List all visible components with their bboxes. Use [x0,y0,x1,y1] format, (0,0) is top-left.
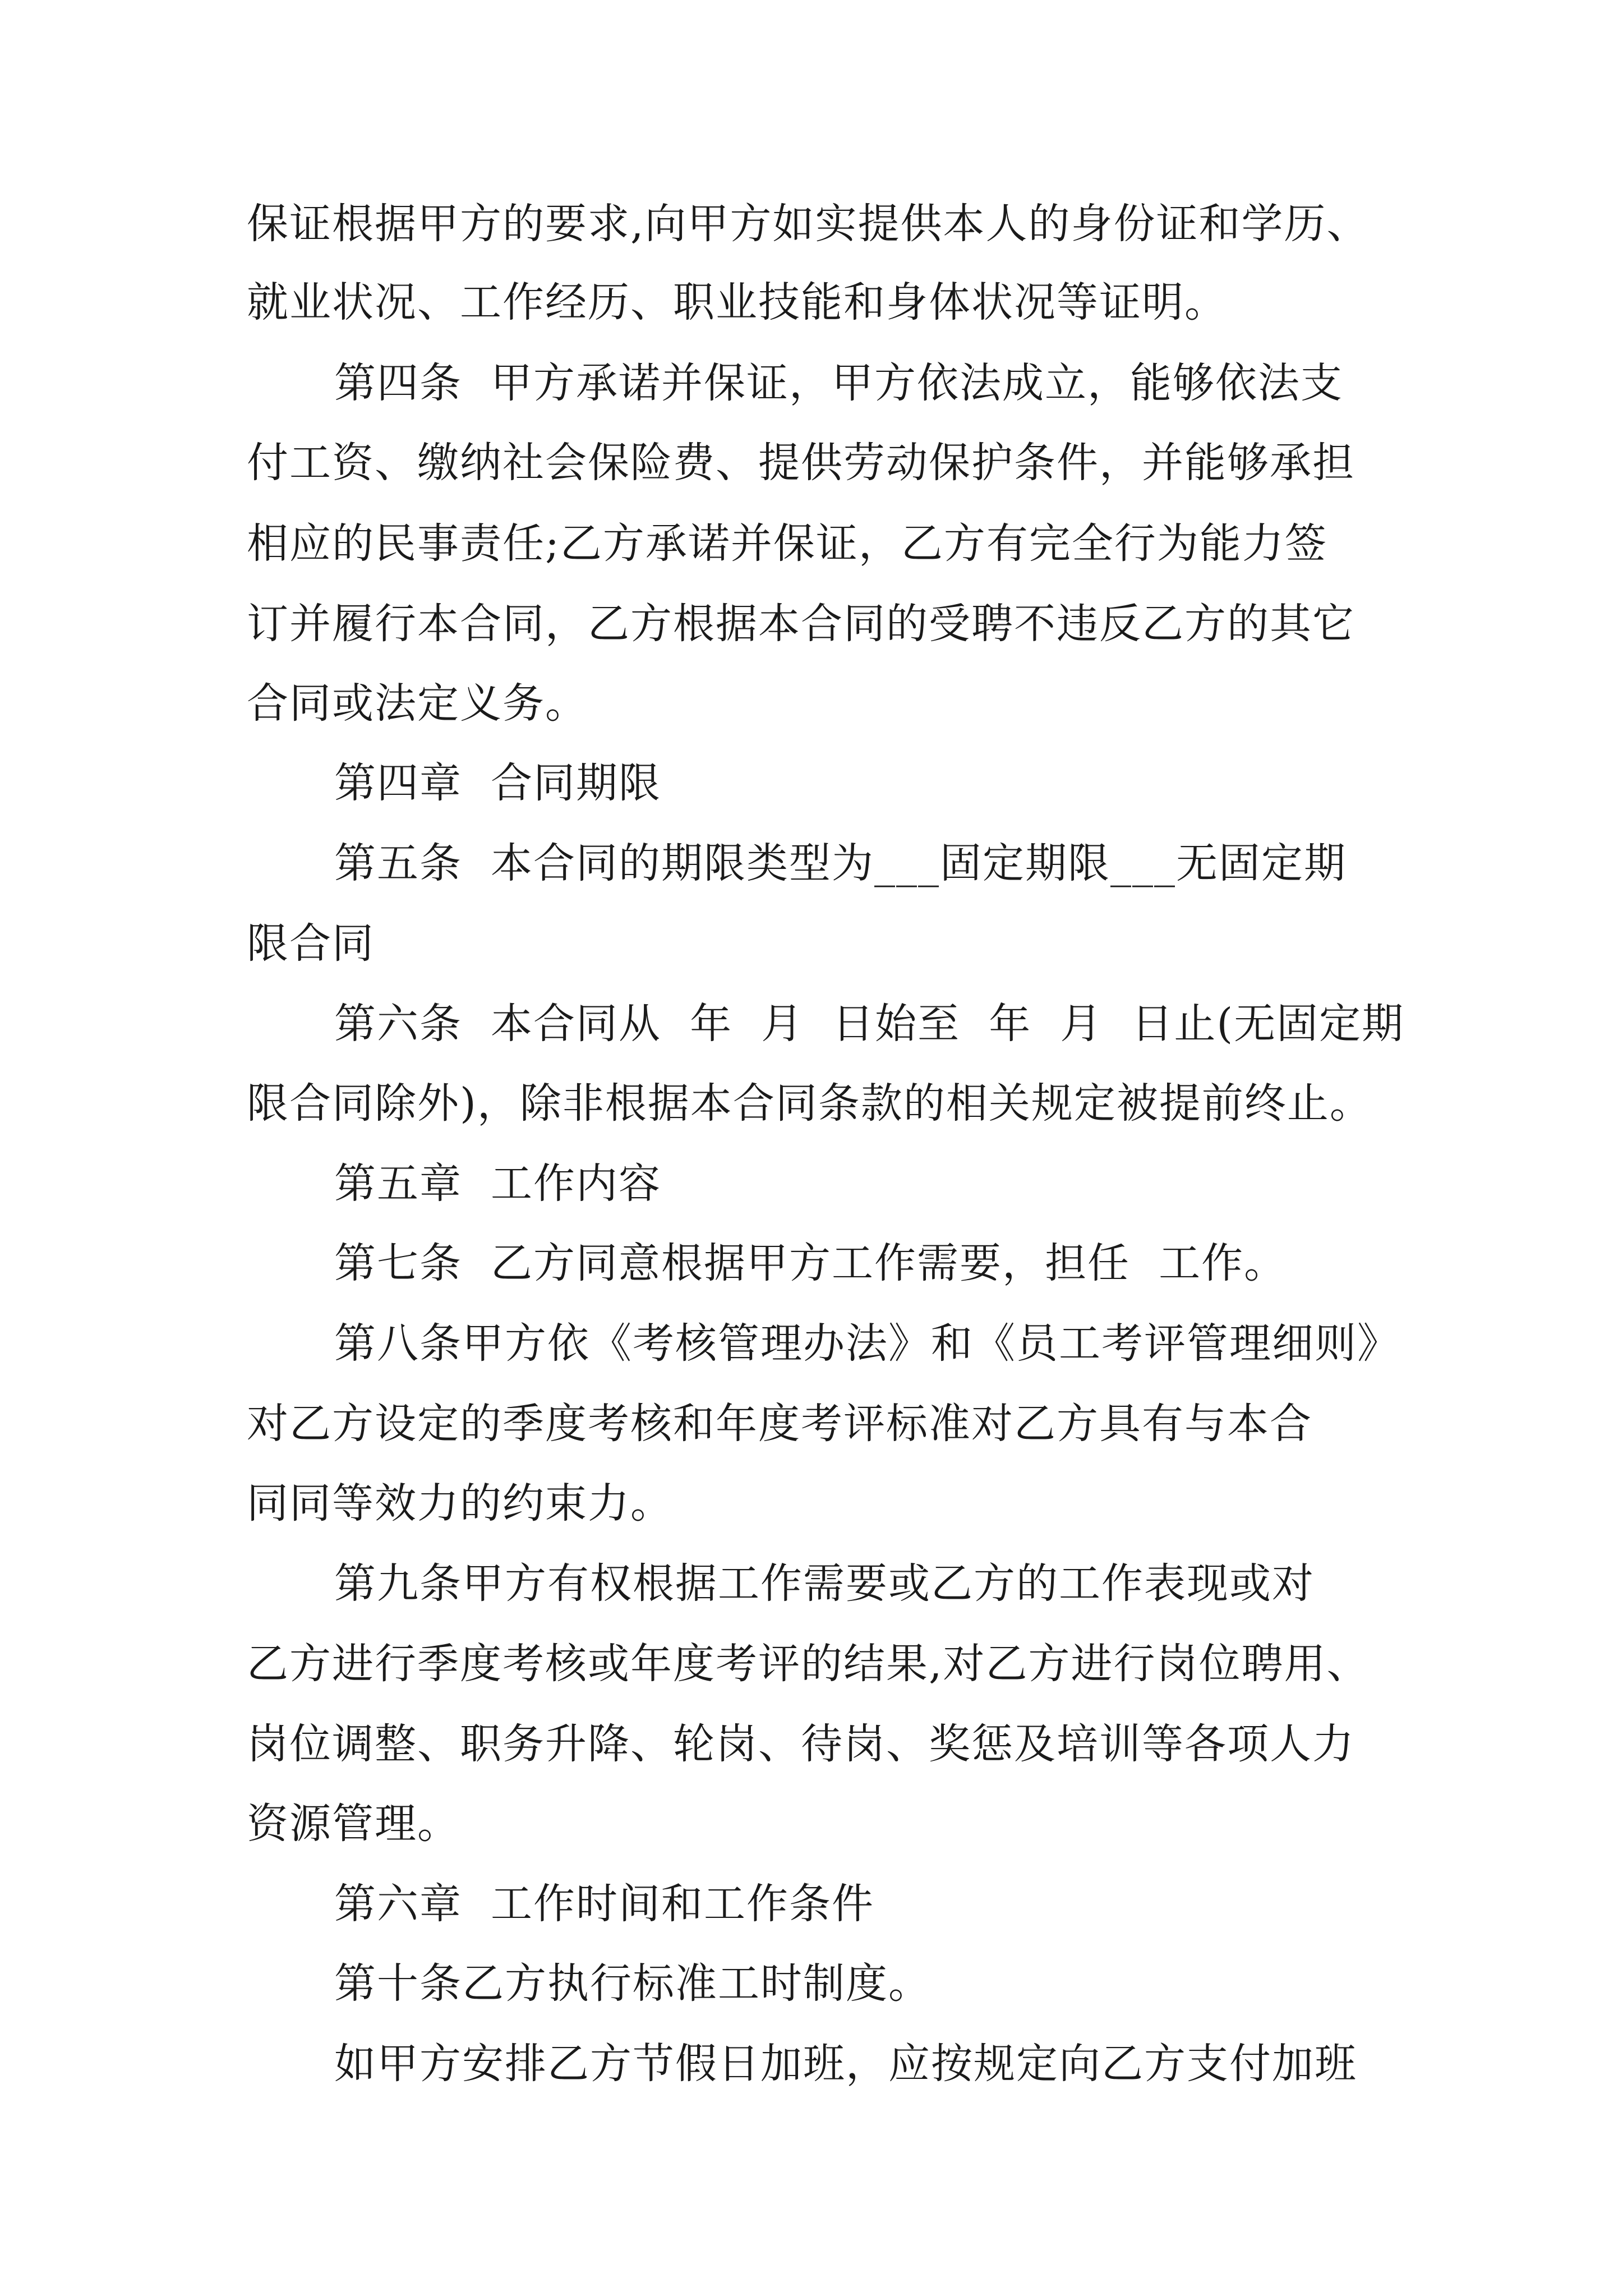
text-line: 资源管理。 [247,1800,460,1848]
text-line: 相应的民事责任;乙方承诺并保证，乙方有完全行为能力签 [247,519,1327,568]
text-line: 对乙方设定的季度考核和年度考评标准对乙方具有与本合 [247,1400,1312,1448]
text-line: 第六条 本合同从 年 月 日始至 年 月 日止(无固定期 [334,1000,1405,1048]
text-line: 如甲方安排乙方节假日加班，应按规定向乙方支付加班 [334,2040,1357,2088]
text-line: 限合同除外)，除非根据本合同条款的相关规定被提前终止。 [247,1079,1372,1128]
text-line: 第九条甲方有权根据工作需要或乙方的工作表现或对 [334,1559,1315,1608]
chapter-heading: 第四章 合同期限 [334,759,662,807]
text-line: 保证根据甲方的要求,向甲方如实提供本人的身份证和学历、 [247,200,1370,248]
text-line: 限合同 [247,919,375,968]
text-line: 岗位调整、职务升降、轮岗、待岗、奖惩及培训等各项人力 [247,1720,1355,1768]
text-line: 订并履行本合同，乙方根据本合同的受聘不违反乙方的其它 [247,600,1355,648]
text-line: 第七条 乙方同意根据甲方工作需要，担任 工作。 [334,1239,1287,1287]
text-line: 乙方进行季度考核或年度考评的结果,对乙方进行岗位聘用、 [247,1640,1370,1688]
text-line: 同同等效力的约束力。 [247,1479,673,1527]
chapter-heading: 第六章 工作时间和工作条件 [334,1880,875,1928]
text-line: 付工资、缴纳社会保险费、提供劳动保护条件，并能够承担 [247,439,1355,487]
text-line: 第十条乙方执行标准工时制度。 [334,1959,931,2008]
chapter-heading: 第五章 工作内容 [334,1159,662,1208]
text-line: 第四条 甲方承诺并保证，甲方依法成立，能够依法支 [334,359,1344,407]
text-line: 第八条甲方依《考核管理办法》和《员工考评管理细则》 [334,1319,1400,1368]
text-line: 第五条 本合同的期限类型为___固定期限___无固定期 [334,839,1347,887]
text-line: 就业状况、工作经历、职业技能和身体状况等证明。 [247,278,1227,326]
text-line: 合同或法定义务。 [247,679,588,728]
